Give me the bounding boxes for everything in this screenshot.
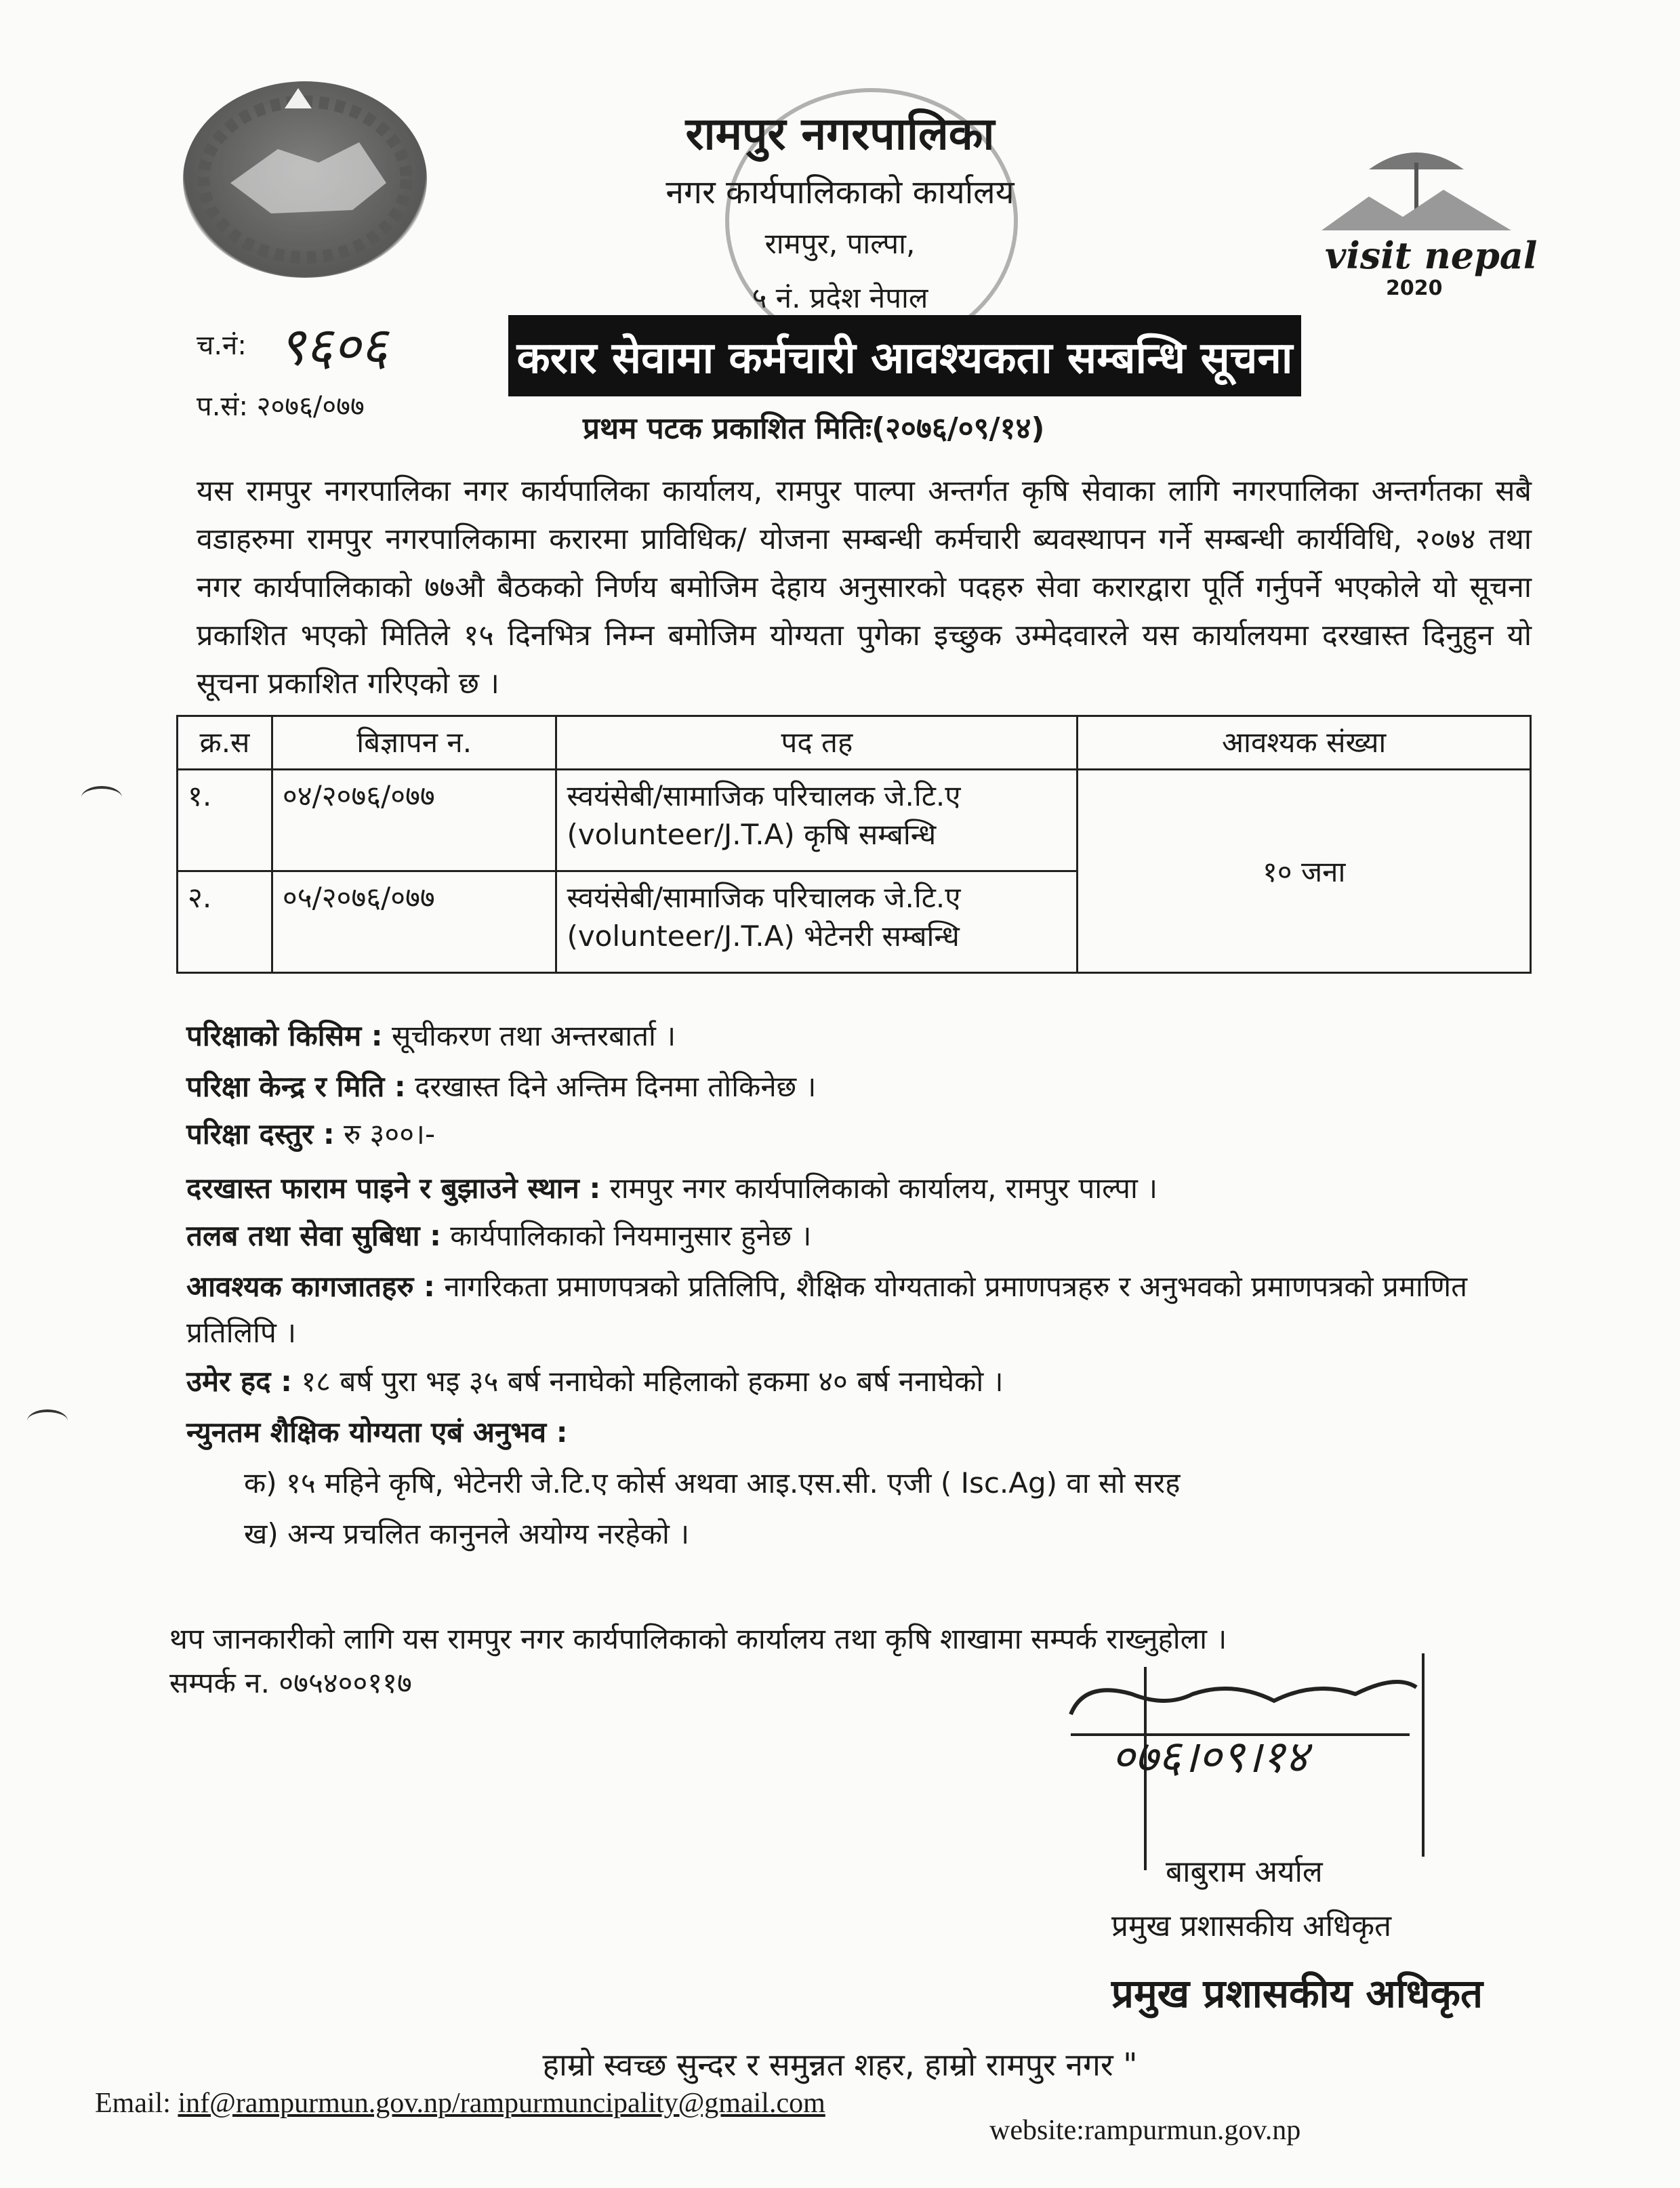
signatory-name: बाबुराम अर्याल — [1166, 1855, 1323, 1889]
margin-mark — [81, 786, 122, 809]
header-count: आवश्यक संख्या — [1078, 716, 1531, 770]
footer-email — [95, 2087, 825, 2120]
office-name: नगर कार्यपालिकाको कार्यालय — [665, 173, 1015, 211]
posts-table — [176, 715, 1532, 974]
margin-mark — [27, 1409, 68, 1432]
age-line — [186, 1362, 1542, 1401]
designation-stamp: प्रमुख प्रशासकीय अधिकृत — [1111, 1970, 1483, 2017]
signatory-title: प्रमुख प्रशासकीय अधिकृत — [1111, 1909, 1392, 1943]
row-sn: २. — [178, 871, 272, 973]
form-place-label: दरखास्त फाराम पाइने र बुझाउने स्थान : — [186, 1172, 601, 1205]
visit-nepal-text: visit nepal — [1325, 234, 1538, 277]
contact-note: थप जानकारीको लागि यस रामपुर नगर कार्यपालिकाको कार्यालय तथा कृषि शाखामा सम्पर्क राख्नुहोला । — [169, 1622, 1227, 1655]
exam-center-value: दरखास्त दिने अन्तिम दिनमा तोकिनेछ । — [415, 1070, 817, 1103]
exam-center-line — [186, 1067, 1542, 1107]
contact-number: सम्पर्क न. ०७५४००११७ — [169, 1666, 412, 1699]
form-place-value: रामपुर नगर कार्यपालिकाको कार्यालय, रामपुर पाल्पा । — [609, 1172, 1158, 1205]
exam-type-label: परिक्षाको किसिम : — [186, 1019, 383, 1052]
footer-slogan: हाम्रो स्वच्छ सुन्दर र समुन्नत शहर, हाम्रो रामपुर नगर " — [542, 2046, 1138, 2083]
chalani-number: ९६०६ — [278, 316, 388, 377]
header-ad-no: बिज्ञापन न. — [272, 716, 556, 770]
address-line-2: ५ नं. प्रदेश नेपाल — [752, 281, 928, 314]
age-label: उमेर हद : — [186, 1365, 292, 1398]
table-header-row — [178, 716, 1531, 770]
chalani-label: च.नं: — [197, 330, 247, 361]
office-stamp — [725, 88, 1018, 354]
footer-website[interactable]: website:rampurmun.gov.np — [989, 2115, 1301, 2146]
visit-nepal-year: 2020 — [1386, 276, 1443, 300]
row-post: स्वयंसेबी/सामाजिक परिचालक जे.टि.ए (volunteer/J.T.A) भेटेनरी सम्बन्धि — [556, 871, 1078, 973]
exam-fee-label: परिक्षा दस्तुर : — [186, 1117, 335, 1151]
exam-type-line — [186, 1016, 1542, 1056]
documents-line — [186, 1264, 1542, 1356]
row-post: स्वयंसेबी/सामाजिक परिचालक जे.टि.ए (volunteer/J.T.A) कृषि सम्बन्धि — [556, 770, 1078, 871]
address-line-1: रामपुर, पाल्पा, — [764, 227, 916, 260]
email-link[interactable]: inf@rampurmun.gov.np/rampurmuncipality@gmail.com — [178, 2088, 825, 2119]
row-count: १० जना — [1078, 770, 1531, 973]
row-ad-no: ०५/२०७६/०७७ — [272, 871, 556, 973]
exam-center-label: परिक्षा केन्द्र र मिति : — [186, 1070, 406, 1103]
header-sn: क्र.स — [178, 716, 272, 770]
table-row — [178, 770, 1531, 871]
age-value: १८ बर्ष पुरा भइ ३५ बर्ष ननाघेको महिलाको हकमा ४० बर्ष ननाघेको । — [301, 1365, 1004, 1398]
fiscal-year: प.सं: २०७६/०७७ — [197, 391, 365, 422]
salary-line — [186, 1216, 1542, 1256]
qualification-label: न्युनतम शैक्षिक योग्यता एबं अनुभव : — [186, 1416, 568, 1449]
qualification-heading — [186, 1413, 1542, 1452]
notice-title: करार सेवामा कर्मचारी आवश्यकता सम्बन्धि सूचना — [508, 315, 1301, 396]
form-place-line — [186, 1169, 1542, 1208]
header-post: पद तह — [556, 716, 1078, 770]
documents-value: नागरिकता प्रमाणपत्रको प्रतिलिपि, शैक्षिक योग्यताको प्रमाणपत्रहरु र अनुभवको प्रमाणपत्रको प्रमाणित प्रतिलिपि । — [186, 1270, 1468, 1349]
email-label: Email: — [95, 2088, 171, 2119]
qualification-b: ख) अन्य प्रचलित कानुनले अयोग्य नरहेको । — [244, 1517, 690, 1550]
signature-date: ०७६।०९।१४ — [1111, 1731, 1309, 1783]
exam-fee-line — [186, 1115, 1542, 1154]
exam-fee-value: रु ३००।- — [344, 1117, 436, 1151]
documents-label: आवश्यक कागजातहरु : — [186, 1270, 435, 1303]
notice-body: यस रामपुर नगरपालिका नगर कार्यपालिका कार्यालय, रामपुर पाल्पा अन्तर्गत कृषि सेवाका लागि नगरपालिका अन्तर्गतका सबै वडाहरुमा रामपुर नगरपालिकामा करारमा प्राविधिक/ योजना सम्बन्धी कर्मचारी ब्यवस्थापन गर्ने सम्बन्धी कार्यविधि, २०७४ तथा नगर कार्यपालिकाको ७७औ बैठकको निर्णय बमोजिम देहाय अनुसारको पदहरु सेवा करारद्वारा पूर्ति गर्नुपर्ने भएकोले यो सूचना प्रकाशित भएको मितिले १५ दिनभित्र निम्न बमोजिम योग्यता पुगेका इच्छुक उम्मेदवारले यस कार्यालयमा दरखास्त दिनुहुन यो सूचना प्रकाशित गरिएको छ । — [197, 474, 1532, 701]
qualification-a: क) १५ महिने कृषि, भेटेनरी जे.टि.ए कोर्स अथवा आइ.एस.सी. एजी ( Isc.Ag) वा सो सरह — [244, 1466, 1181, 1500]
exam-type-value: सूचीकरण तथा अन्तरबार्ता । — [391, 1019, 676, 1052]
salary-label: तलब तथा सेवा सुबिधा : — [186, 1219, 441, 1252]
published-date: प्रथम पटक प्रकाशित मितिः(२०७६/०९/१४) — [583, 411, 1045, 446]
organization-name: रामपुर नगरपालिका — [685, 108, 995, 160]
row-ad-no: ०४/२०७६/०७७ — [272, 770, 556, 871]
salary-value: कार्यपालिकाको नियमानुसार हुनेछ । — [450, 1219, 812, 1252]
row-sn: १. — [178, 770, 272, 871]
